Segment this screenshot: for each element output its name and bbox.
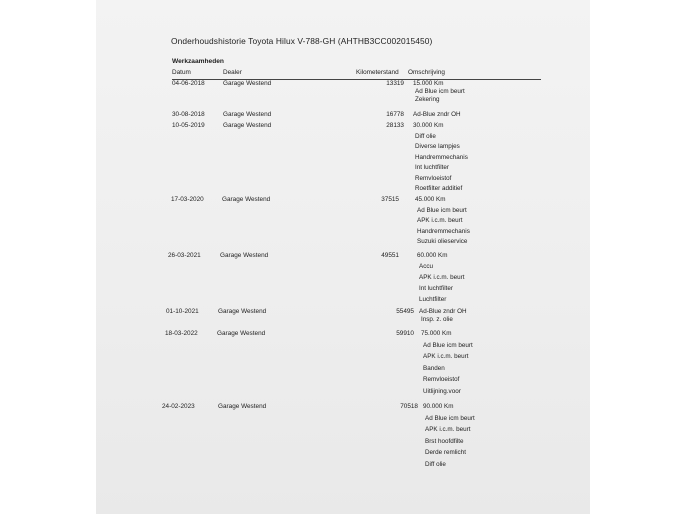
row-description-line: Int luchtfilter [415,164,449,171]
row-description-line: 60.000 Km [417,252,448,259]
row-description-line: Remvloeistof [415,174,452,182]
row-dealer: Garage Westend [220,252,269,259]
row-description-line: Brst hoofdfilte [425,437,464,445]
row-kilometerstand: 37515 [381,196,399,203]
row-description-line: Accu [419,263,433,270]
row-description-line: Ad Blue icm beurt [425,414,475,422]
row-description-line: Handremmechanis [415,153,468,161]
row-description-line: APK i.c.m. beurt [423,353,469,360]
row-description-line: Luchtfilter [419,296,447,303]
row-dealer: Garage Westend [217,330,266,337]
row-date: 18-03-2022 [165,330,198,337]
row-description-line: Diverse lampjes [415,143,460,150]
row-date: 24-02-2023 [162,403,195,410]
header-omschrijving: Omschrijving [408,69,445,76]
row-description-line: 15.000 Km [413,80,444,87]
row-description-line: Zekering [415,96,440,103]
row-date: 04-06-2018 [172,80,205,87]
row-dealer: Garage Westend [223,80,272,87]
row-description-line: APK i.c.m. beurt [425,426,471,433]
row-kilometerstand: 16778 [386,111,404,118]
row-dealer: Garage Westend [222,196,271,203]
row-description-line: APK i.c.m. beurt [417,217,463,224]
header-datum: Datum [172,69,191,76]
row-dealer: Garage Westend [218,403,267,410]
row-description-line: Banden [423,364,445,372]
row-description-line: Ad-Blue zndr OH [413,111,461,118]
row-description-line: Ad Blue icm beurt [423,341,473,349]
row-description-line: Roetfilter additief [415,185,463,192]
row-description-line: 30.000 Km [413,122,444,129]
row-kilometerstand: 49551 [381,252,399,259]
row-kilometerstand: 13319 [386,80,404,87]
row-description-line: 75.000 Km [421,330,452,337]
row-dealer: Garage Westend [218,308,267,315]
row-description-line: Insp. z. olie [421,316,453,323]
row-kilometerstand: 70518 [400,403,418,410]
row-dealer: Garage Westend [223,122,272,129]
row-description-line: Derde remlicht [425,449,466,456]
header-dealer: Dealer [223,69,242,76]
row-description-line: Ad Blue icm beurt [417,206,467,214]
row-description-line: Diff olie [425,460,446,468]
row-kilometerstand: 55495 [396,308,414,315]
scanned-document [96,0,590,514]
document-title: Onderhoudshistorie Toyota Hilux V-788-GH (AHTHB3CC002015450) [171,36,433,46]
row-kilometerstand: 59910 [396,330,414,337]
row-description-line: Diff olie [415,132,436,140]
row-description-line: Uitlijning.voor [423,387,461,395]
row-description-line: 90.000 Km [423,403,454,410]
row-date: 01-10-2021 [166,308,199,315]
row-description-line: Remvloeistof [423,376,460,383]
row-kilometerstand: 28133 [386,122,404,129]
section-heading: Werkzaamheden [172,58,224,65]
row-description-line: Ad-Blue zndr OH [419,308,467,315]
row-dealer: Garage Westend [223,111,272,118]
row-date: 30-08-2018 [172,111,205,118]
row-date: 26-03-2021 [168,252,201,259]
row-description-line: 45.000 Km [415,196,446,203]
row-description-line: Ad Blue icm beurt [415,88,465,95]
row-description-line: Int luchtfilter [419,285,453,292]
header-kilometerstand: Kilometerstand [356,69,399,76]
row-date: 10-05-2019 [172,122,205,129]
row-description-line: APK i.c.m. beurt [419,274,465,281]
row-description-line: Handremmechanis [417,227,470,235]
row-date: 17-03-2020 [171,196,204,203]
row-description-line: Suzuki olieservice [417,238,468,245]
